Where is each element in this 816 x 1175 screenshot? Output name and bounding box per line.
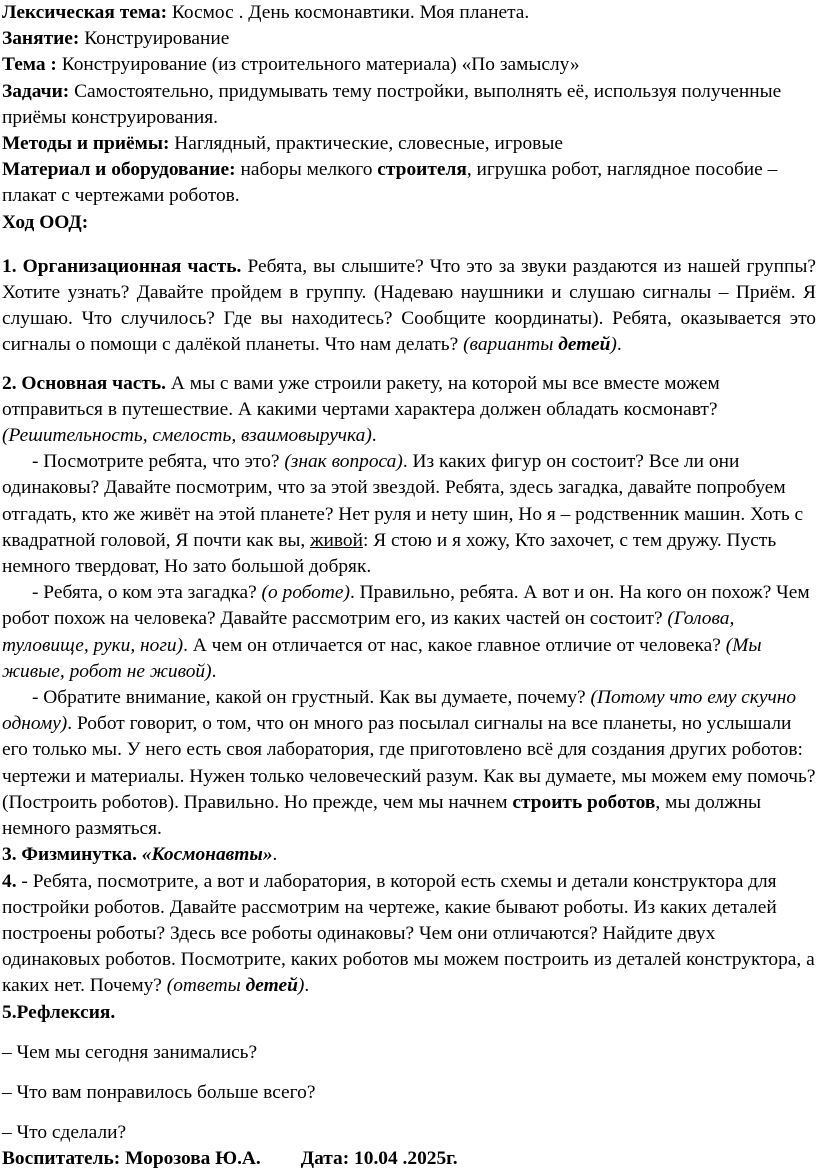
reflection-question-3: – Что сделали? [2,1122,127,1144]
section-2-sad-robot-paragraph [2,685,816,842]
reflection-question-1: – Чем мы сегодня занимались? [2,1041,258,1063]
topic-value: Конструирование (из строительного материала) «По замыслу» [56,54,580,76]
section-2-p2-text-3: : Я стою и я хожу, Кто захочет, с тем дружу. Пусть немного твердоват, Но зато большой добряк. [2,529,777,578]
lexical-theme-label: Лексическая тема: [2,2,168,23]
topic-line [2,52,816,78]
section-2-p3-note-3: (Мы живые, робот не живой) [2,634,762,682]
section-2-riddle-paragraph [2,449,816,580]
section-2-p2-note: (знак вопроса) [284,451,403,473]
section-2-p3-text-1: - Ребята, о ком эта загадка? [32,582,262,604]
footer-line [2,1146,816,1172]
section-2-title: 2. Основная часть. [2,372,167,394]
tasks-value: Самостоятельно, придумывать тему постройки, выполнять её, используя полученные приёмы конструирования. [2,80,782,128]
section-1-note-bold: детей [558,334,611,356]
section-2-robot-paragraph [2,580,816,685]
section-2-p1-end: . [371,425,377,447]
lesson-date: Дата: 10.04 .2025г. [300,1148,458,1170]
section-1-end: . [616,334,622,356]
section-2-p3-text-2: . Правильно, ребята. А вот и он. На кого он похож? Чем робот похож на человека? Давайте рассмотрим его, из каких частей он состоит? [2,582,810,630]
section-4-end: . [304,975,310,997]
section-4-text: - Ребята, посмотрите, а вот и лаборатория, в которой есть схемы и детали конструктора для постройки роботов. Давайте рассмотрим на чертеже, какие бывают роботы. Из каких деталей построены роботы? Здесь все роботы одинаковы? Чем они отличаются? Найдите двух одинаковых роботов. Посмотрите, каких роботов мы можем построить из деталей конструктора, а каких нет. Почему? [2,870,815,997]
section-1-organizational [2,254,816,359]
section-3-warmup [2,842,816,868]
course-heading: Ход ООД: [2,211,89,233]
section-4-note-part-1: (ответы [166,975,246,997]
section-2-p4-text-3: , мы должны немного размяться. [2,791,762,840]
lexical-theme-line [2,0,816,26]
section-4-note-part-2: ) [297,975,305,997]
materials-label: Материал и оборудование: [2,159,236,181]
lesson-line [2,26,816,52]
section-2-p4-note: (Потому что ему скучно одному) [2,687,797,735]
methods-line [2,131,816,157]
section-5-title: 5.Рефлексия. [2,1001,116,1023]
section-2-p1-note: (Решительность, смелость, взаимовыручка) [2,425,372,447]
section-2-p2-underlined: живой [310,529,363,551]
tasks-label: Задачи: [2,80,70,102]
section-4-note-bold: детей [245,975,298,997]
lesson-value: Конструирование [79,28,230,50]
section-2-p3-note-1: (о роботе) [261,582,350,604]
section-4-number: 4. [2,870,17,892]
section-4-laboratory [2,869,816,1000]
section-2-p2-text-1: - Посмотрите ребята, что это? [32,451,285,473]
section-2-p1-text: А мы с вами уже строили ракету, на которой мы все вместе можем отправиться в путешествие. А какими чертами характера должен обладать космонавт? [2,372,720,420]
topic-label: Тема : [2,54,57,76]
materials-value-bold: строителя [377,159,467,181]
section-2-main-p1 [2,371,816,450]
section-3-end: . [272,844,278,866]
section-1-text: Ребята, вы слышите? Что это за звуки раздаются из нашей группы? Хотите узнать? Давайте пройдем в группу. (Надеваю наушники и слушаю сигналы – Приём. Я слушаю. Что случилось? Где вы находитесь? Сообщите координаты). Ребята, оказывается это сигналы о помощи с далёкой планеты. Что нам делать? [2,255,816,356]
section-2-p4-bold: строить роботов [512,791,656,813]
methods-label: Методы и приёмы: [2,133,170,155]
section-2-p4-text-1: - Обратите внимание, какой он грустный. Как вы думаете, почему? [32,687,591,709]
methods-value: Наглядный, практические, словесные, игровые [169,133,563,155]
materials-line [2,157,816,209]
materials-value-part-1: наборы мелкого [235,159,378,181]
lexical-theme-value: Космос . День космонавтики. Моя планета. [167,2,530,23]
reflection-question-2: – Что вам понравилось больше всего? [2,1081,316,1103]
section-2-p3-note-2: (Голова, туловище, руки, ноги) [2,608,735,656]
section-2-p2-text-2: . Из каких фигур он состоит? Все ли они одинаковы? Давайте посмотрим, что за этой звездой. Ребята, здесь загадка, давайте попробуем отгадать, кто же живёт на этой планете? Нет руля и нету шин, Но я – родственник машин. Хоть с квадратной головой, Я почти как вы, [2,451,804,551]
section-1-title: 1. Организационная часть. [2,255,242,277]
section-2-p3-text-3: . А чем он отличается от нас, какое главное отличие от человека? [183,634,726,656]
section-1-note-part-1: (варианты [463,334,559,356]
section-3-title: 3. Физминутка. [2,844,137,866]
teacher-name: Воспитатель: Морозова Ю.А. [2,1148,261,1170]
section-1-note-part-2: ) [610,334,617,356]
section-2-p4-text-2: . Робот говорит, о том, что он много раз посылал сигналы на все планеты, но услышали его только мы. У него есть своя лаборатория, где приготовлено всё для создания других роботов: чертежи и материалы. Нужен только человеческий разум. Как вы думаете, мы можем ему помочь? (Построить роботов). Правильно. Но прежде, чем мы начнем [2,713,816,813]
lesson-label: Занятие: [2,28,80,50]
materials-value-part-2: , игрушка робот, наглядное пособие – плакат с чертежами роботов. [2,159,778,207]
section-3-note: «Космонавты» [141,844,273,866]
section-2-p3-end: . [211,660,217,682]
tasks-line [2,79,816,131]
